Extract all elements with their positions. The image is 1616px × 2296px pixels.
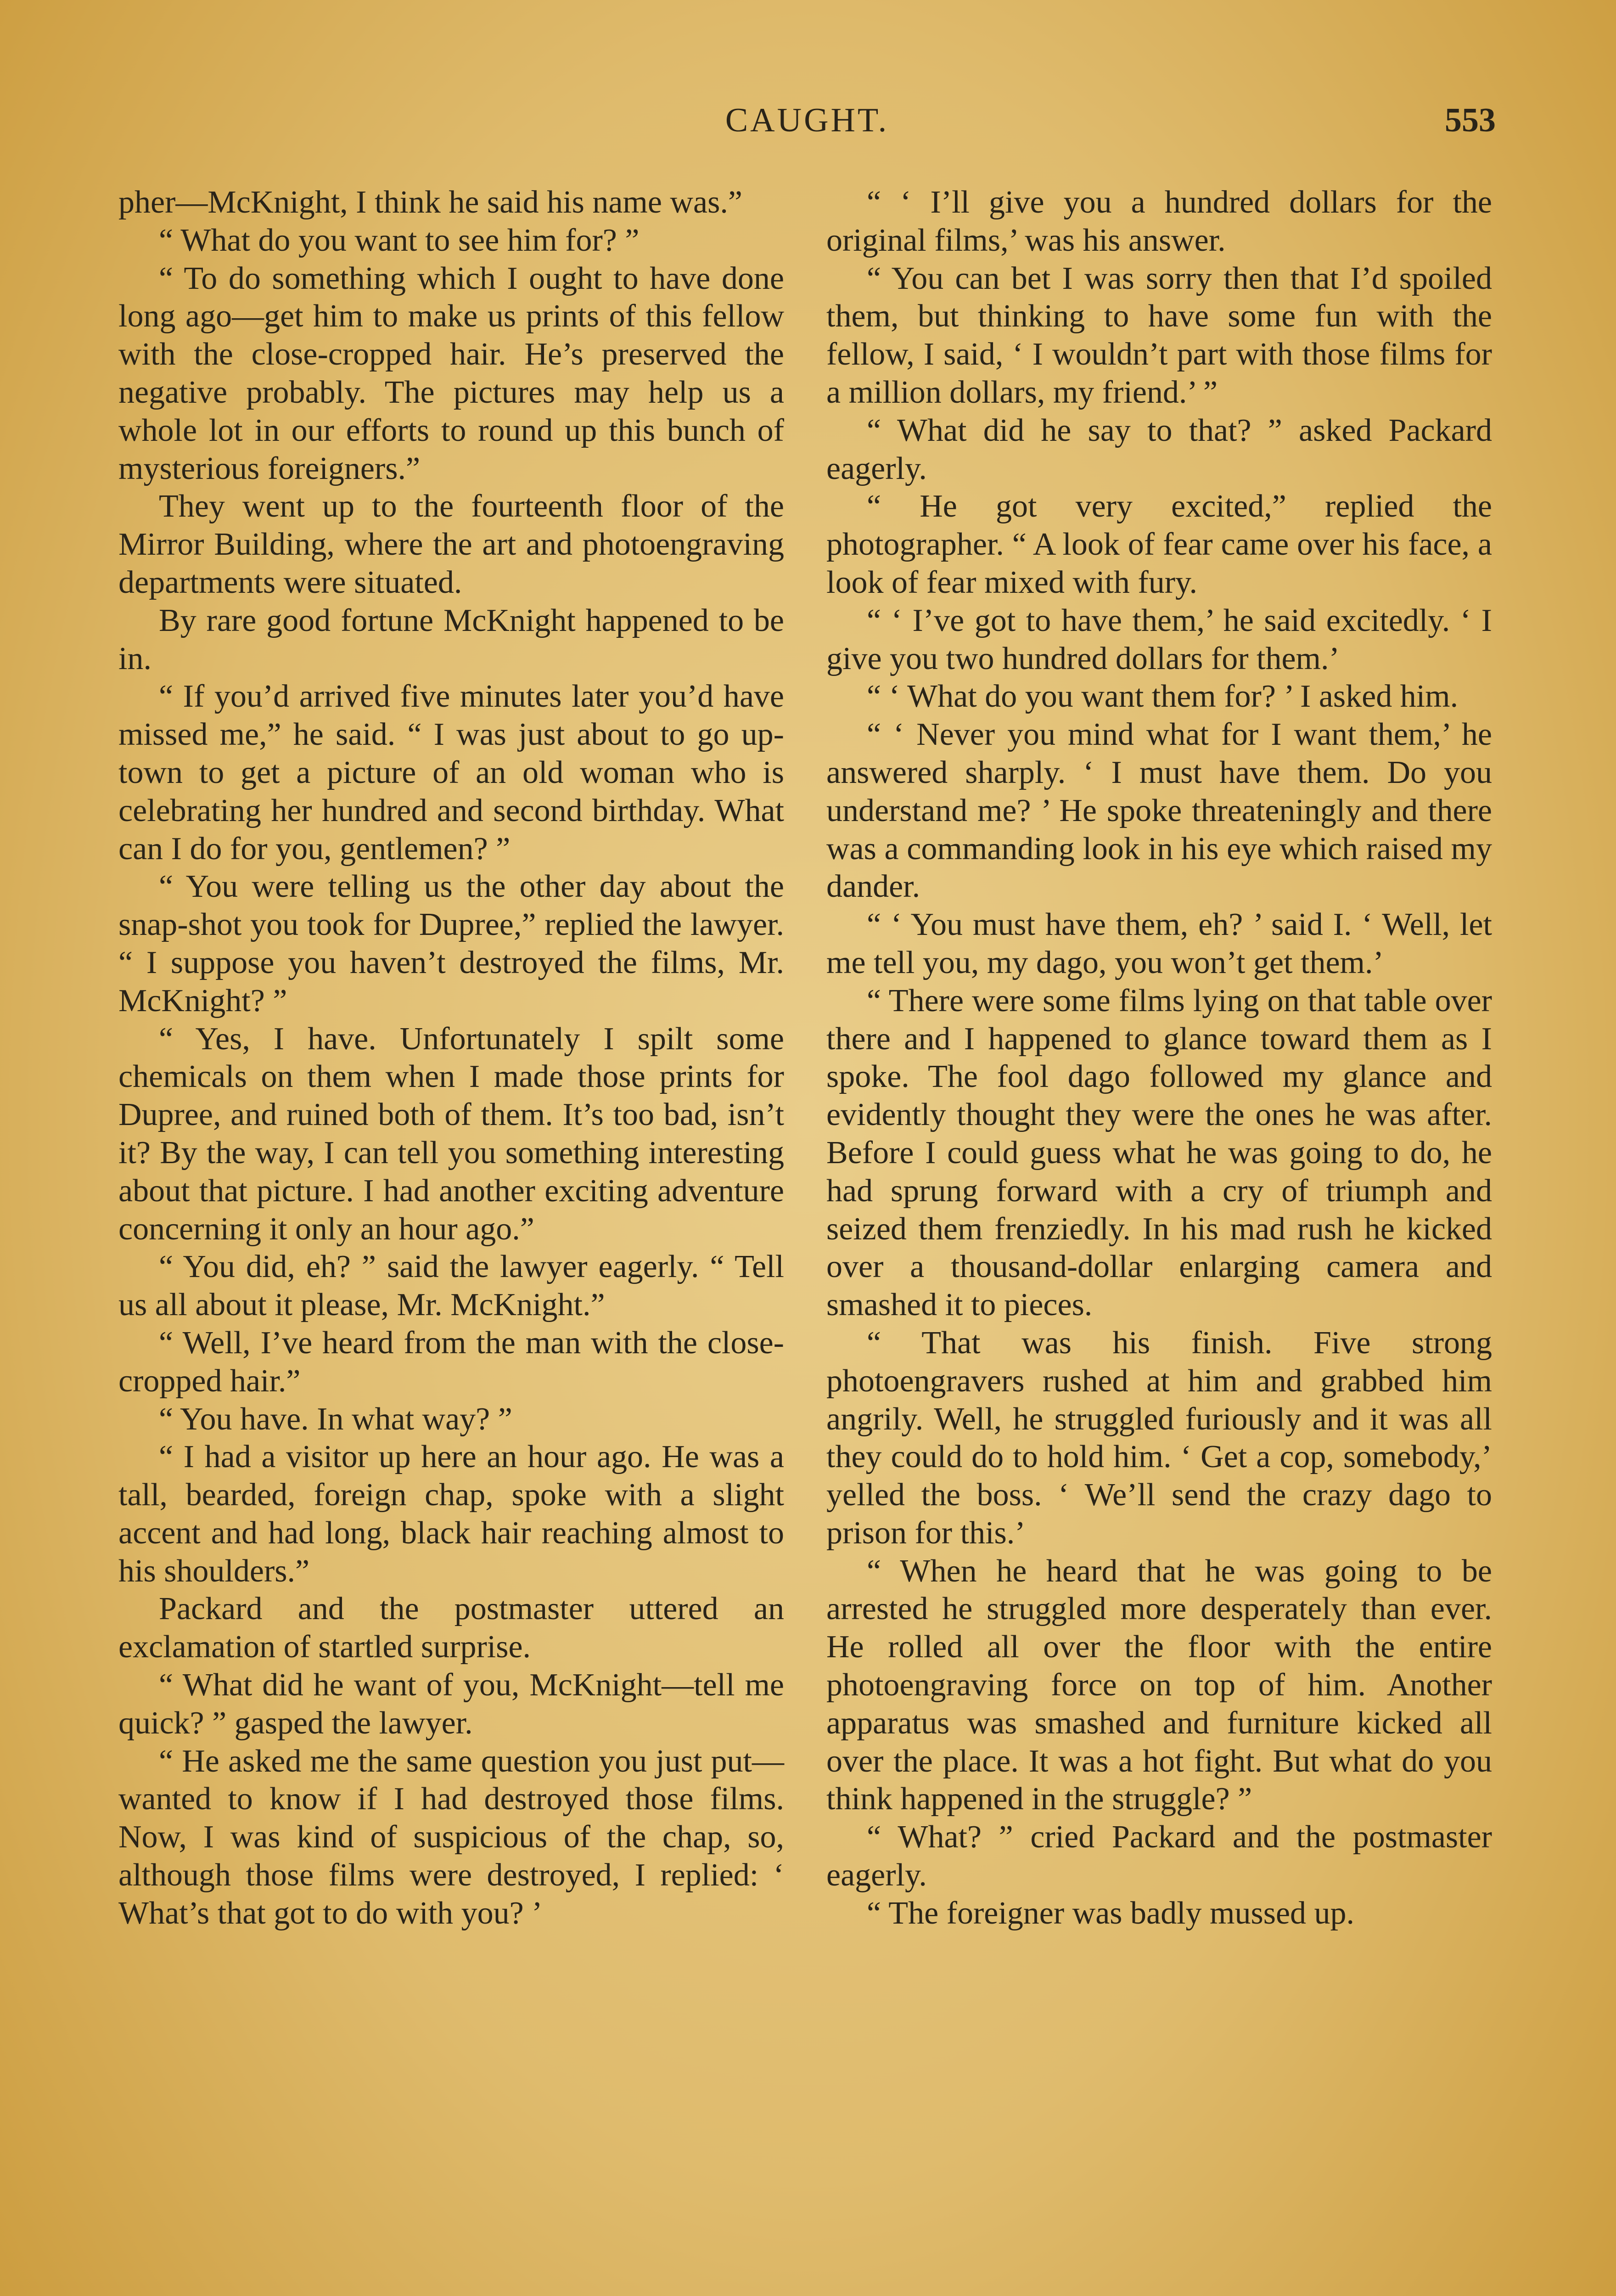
right-column xyxy=(826,184,1492,1933)
paragraph: “ What did he want of you, McKnight—tell me quick? ” gasped the lawyer. xyxy=(118,1667,784,1741)
paragraph: “ You can bet I was sorry then that I’d spoiled them, but thinking to have some fun with the fellow, I said, ‘ I wouldn’t part with those films for a million dollars, my friend.’ ” xyxy=(826,260,1492,410)
paragraph: “ You were telling us the other day about the snap-shot you took for Dupree,” replied the lawyer. “ I suppose you haven’t destroyed the films, Mr. McKnight? ” xyxy=(118,869,784,1019)
paragraph: “ ‘ What do you want them for? ’ I asked him. xyxy=(867,679,1459,715)
paragraph: “ There were some films lying on that table over there and I happened to glance toward them as I spoke. The fool dago followed my glance and evidently thought they were the ones he was after. Before I could guess what he was going to do, he had sprung forward with a cry of triumph and seized them frenziedly. In his mad rush he kicked over a thousand-dollar enlarging camera and smashed it to pieces. xyxy=(826,983,1492,1323)
paragraph: “ What? ” cried Packard and the postmaster eagerly. xyxy=(826,1819,1492,1893)
paragraph: “ You have. In what way? ” xyxy=(159,1401,512,1437)
paragraph: “ ‘ I’ll give you a hundred dollars for the original films,’ was his answer. xyxy=(826,185,1492,258)
paragraph: “ When he heard that he was going to be arrested he struggled more desperately than ever. He rolled all over the floor with the entire photoengraving force on top of him. Another apparatus was smashed and furniture kicked all over the place. It was a hot fight. But what do you think happened in the struggle? ” xyxy=(826,1553,1492,1817)
paragraph: “ To do something which I ought to have done long ago—get him to make us prints of this fellow with the close-cropped hair. He’s preserved the negative probably. The pictures may help us a whole lot in our efforts to round up this bunch of mysterious foreigners.” xyxy=(118,260,784,486)
paragraph: “ The foreigner was badly mussed up. xyxy=(867,1895,1355,1931)
paragraph: “ He asked me the same question you just put—wanted to know if I had destroyed those films. Now, I was kind of suspicious of the chap, so, although those films were destroyed, I replied: ‘ What’s that got to do with you? ’ xyxy=(118,1743,784,1931)
paragraph: “ ‘ You must have them, eh? ’ said I. ‘ Well, let me tell you, my dago, you won’t get them.’ xyxy=(826,907,1492,980)
paragraph: They went up to the fourteenth floor of the Mirror Building, where the art and photoengraving departments were situated. xyxy=(118,489,784,600)
paragraph: “ What did he say to that? ” asked Packard eagerly. xyxy=(826,412,1492,486)
paragraph: “ You did, eh? ” said the lawyer eagerly. “ Tell us all about it please, Mr. McKnight.” xyxy=(118,1249,784,1323)
paragraph: pher—McKnight, I think he said his name was.” xyxy=(118,185,742,220)
paragraph: “ He got very excited,” replied the photographer. “ A look of fear came over his face, a look of fear mixed with fury. xyxy=(826,489,1492,600)
page-number: 553 xyxy=(1445,101,1496,139)
paragraph: By rare good fortune McKnight happened to be in. xyxy=(118,602,784,676)
paragraph: “ What do you want to see him for? ” xyxy=(159,222,640,258)
running-title: CAUGHT. xyxy=(725,101,889,139)
paragraph: “ Yes, I have. Unfortunately I spilt some chemicals on them when I made those prints for Dupree, and ruined both of them. It’s too bad, isn’t it? By the way, I can tell you something interesting about that picture. I had another exciting adventure concerning it only an hour ago.” xyxy=(118,1021,784,1247)
left-column xyxy=(118,184,784,1933)
paragraph: Packard and the postmaster uttered an exclamation of startled surprise. xyxy=(118,1591,784,1665)
paragraph: “ Well, I’ve heard from the man with the close-cropped hair.” xyxy=(118,1325,784,1399)
paragraph: “ ‘ Never you mind what for I want them,’ he answered sharply. ‘ I must have them. Do you understand me? ’ He spoke threateningly and there was a commanding look in his eye which raised my dander. xyxy=(826,717,1492,905)
paragraph: “ If you’d arrived five minutes later you’d have missed me,” he said. “ I was just about to go up-town to get a picture of an old woman who is celebrating her hundred and second birthday. What can I do for you, gentlemen? ” xyxy=(118,679,784,867)
page-header xyxy=(118,101,1496,156)
paragraph: “ ‘ I’ve got to have them,’ he said excitedly. ‘ I give you two hundred dollars for them.’ xyxy=(826,602,1492,676)
paragraph: “ I had a visitor up here an hour ago. He was a tall, bearded, foreign chap, spoke with a slight accent and had long, black hair reaching almost to his shoulders.” xyxy=(118,1439,784,1589)
paragraph: “ That was his finish. Five strong photoengravers rushed at him and grabbed him angrily. Well, he struggled furiously and it was all they could do to hold him. ‘ Get a cop, somebody,’ yelled the boss. ‘ We’ll send the crazy dago to prison for this.’ xyxy=(826,1325,1492,1551)
